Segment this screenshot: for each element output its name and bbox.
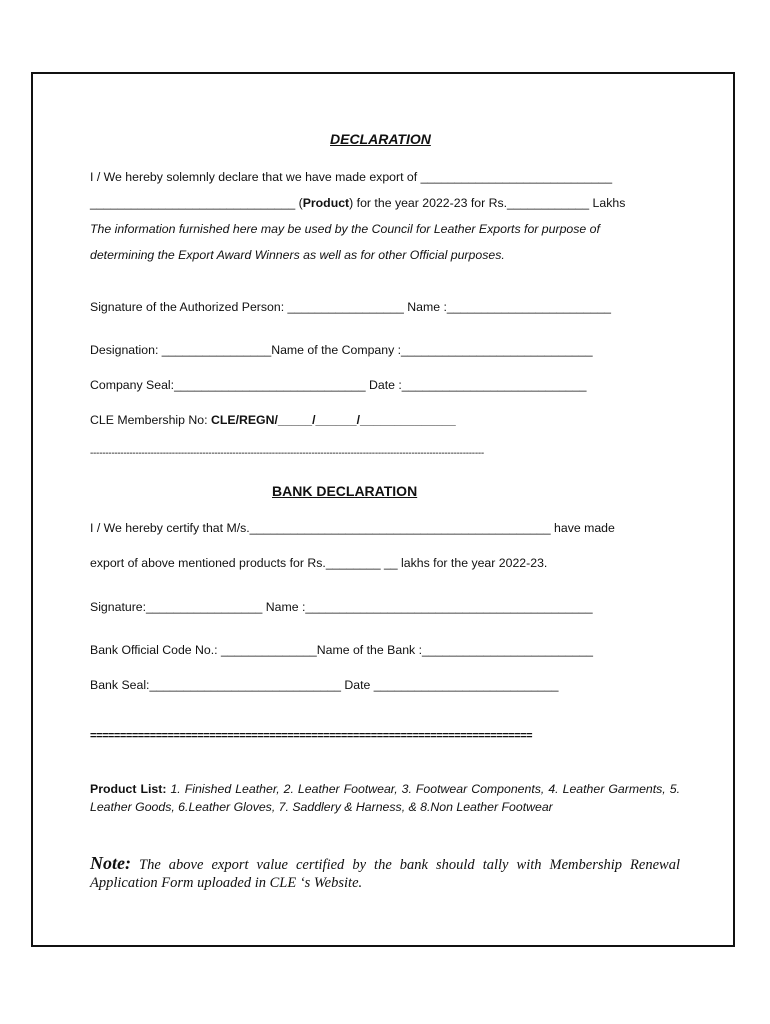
section-separator-equals: ========================================================================== [90, 730, 533, 742]
declaration-line-4: determining the Export Award Winners as well as for other Official purposes. [90, 248, 505, 262]
declaration-line-2-rest: ) for the year 2022-23 for Rs.____________ Lakhs [349, 196, 626, 210]
declaration-line-2-blank: ______________________________ ( [90, 196, 303, 210]
note-text: The above export value certified by the bank should tally with Membership Renewal Application Form uploaded in CLE ‘s Website. [90, 857, 680, 891]
designation-line: Designation: ________________Name of the Company :____________________________ [90, 343, 593, 357]
membership-line [90, 414, 456, 426]
product-list-label: Product List: [90, 782, 167, 796]
membership-label: CLE Membership No: [90, 413, 211, 427]
declaration-title: DECLARATION [330, 131, 431, 147]
product-label: Product [302, 196, 350, 210]
declaration-line-1: I / We hereby solemnly declare that we have made export of ____________________________ [90, 170, 613, 184]
bank-seal-line: Bank Seal:____________________________ Date ___________________________ [90, 678, 559, 692]
company-seal-line: Company Seal:____________________________ Date :___________________________ [90, 378, 587, 392]
note-label: Note: [90, 853, 131, 873]
product-list-text: 1. Finished Leather, 2. Leather Footwear, 3. Footwear Components, 4. Leather Garments, 5. Leather Goods, 6.Leather Gloves, 7. Saddlery & Harness, & 8.Non Leather Footwear [90, 782, 680, 814]
note [90, 854, 680, 892]
bank-declaration-title: BANK DECLARATION [272, 483, 418, 499]
product-list [90, 781, 680, 816]
section-separator-dashes: ---------------------------------------------------------------------------------------------------------------------------------- [90, 448, 484, 459]
membership-value: CLE/REGN/_____/______/______________ [210, 413, 456, 427]
bank-declaration-line-1: I / We hereby certify that M/s.____________________________________________ have made [90, 521, 615, 535]
bank-code-line: Bank Official Code No.: ______________Name of the Bank :_________________________ [90, 643, 593, 657]
bank-signature-line: Signature:_________________ Name :__________________________________________ [90, 600, 593, 614]
authorized-signature-line: Signature of the Authorized Person: _________________ Name :________________________ [90, 300, 612, 314]
bank-declaration-line-2: export of above mentioned products for Rs.________ __ lakhs for the year 2022-23. [90, 556, 548, 570]
declaration-line-3: The information furnished here may be used by the Council for Leather Exports for purpose of [90, 222, 600, 236]
declaration-line-2 [90, 197, 625, 209]
